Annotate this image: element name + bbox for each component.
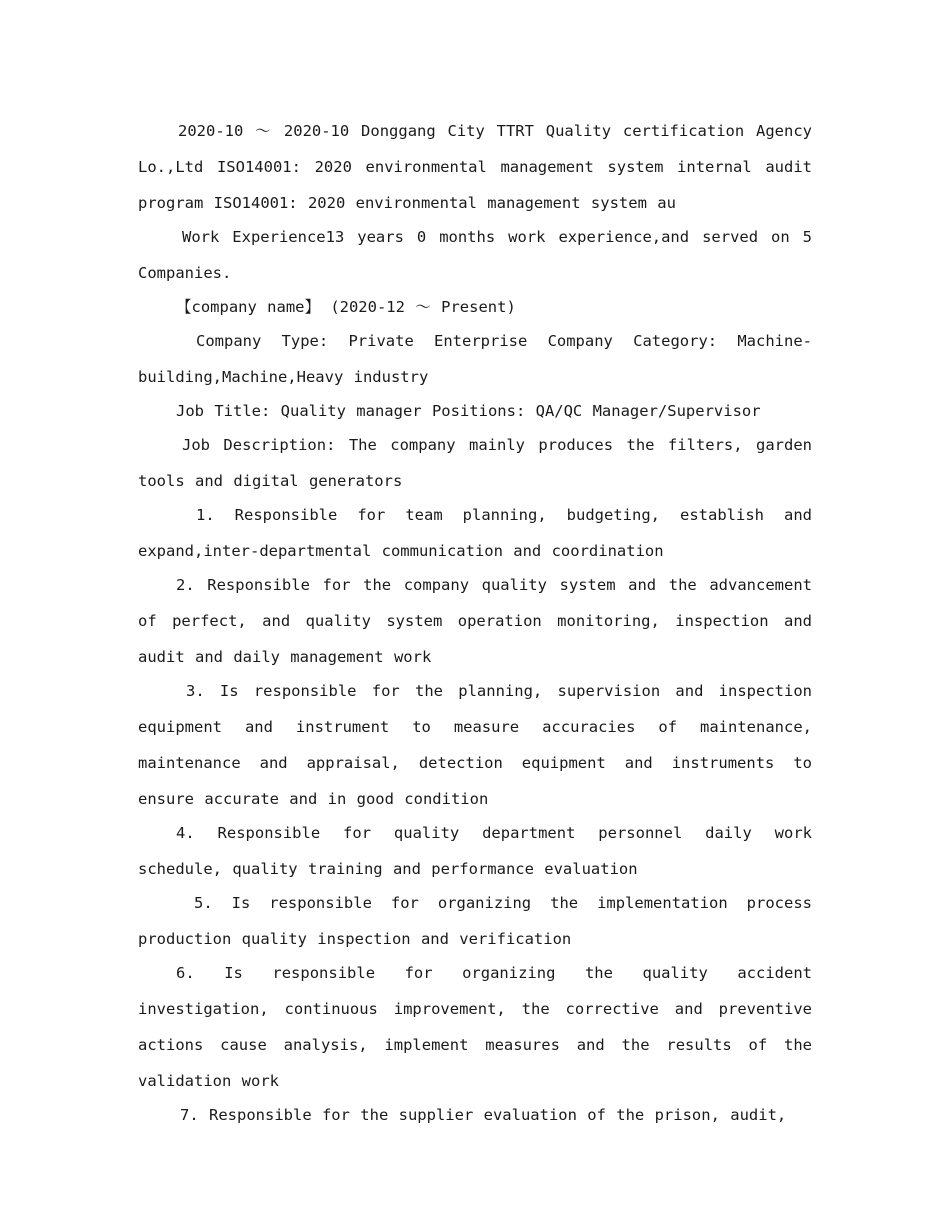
duty-item-1: 1. Responsible for team planning, budgeting, establish and expand,inter-departmental communication and coordination — [138, 506, 812, 560]
duty-item-5: 5. Is responsible for organizing the implementation process production quality inspection and verification — [138, 894, 812, 948]
company-type-line: Company Type: Private Enterprise Company Category: Machine-building,Machine,Heavy industry — [138, 332, 812, 386]
company-name-heading: 【company name】 (2020-12 ～ Present) — [176, 298, 516, 316]
duty-item-2: 2. Responsible for the company quality system and the advancement of perfect, and quality system operation monitoring, inspection and audit and daily management work — [138, 576, 812, 666]
document-body — [138, 113, 812, 1131]
job-title-line: Job Title: Quality manager Positions: QA/QC Manager/Supervisor — [176, 402, 761, 420]
duty-item-3: 3. Is responsible for the planning, supervision and inspection equipment and instrument to measure accuracies of maintenance, maintenance and appraisal, detection equipment and instruments to ensure accurate and in good condition — [138, 682, 812, 808]
duty-item-4: 4. Responsible for quality department personnel daily work schedule, quality training and performance evaluation — [138, 824, 812, 878]
job-description-line: Job Description: The company mainly produces the filters, garden tools and digital generators — [138, 436, 812, 490]
work-experience-summary: Work Experience13 years 0 months work experience,and served on 5 Companies. — [138, 228, 812, 282]
duty-item-6: 6. Is responsible for organizing the quality accident investigation, continuous improvement, the corrective and preventive actions cause analysis, implement measures and the results of the validation work — [138, 964, 812, 1090]
certification-paragraph: 2020-10 ～ 2020-10 Donggang City TTRT Quality certification Agency Lo.,Ltd ISO14001: 2020 environmental management system internal audit program ISO14001: 2020 environmental management system au — [138, 122, 812, 212]
duty-item-7: 7. Responsible for the supplier evaluation of the prison, audit, — [180, 1106, 787, 1124]
